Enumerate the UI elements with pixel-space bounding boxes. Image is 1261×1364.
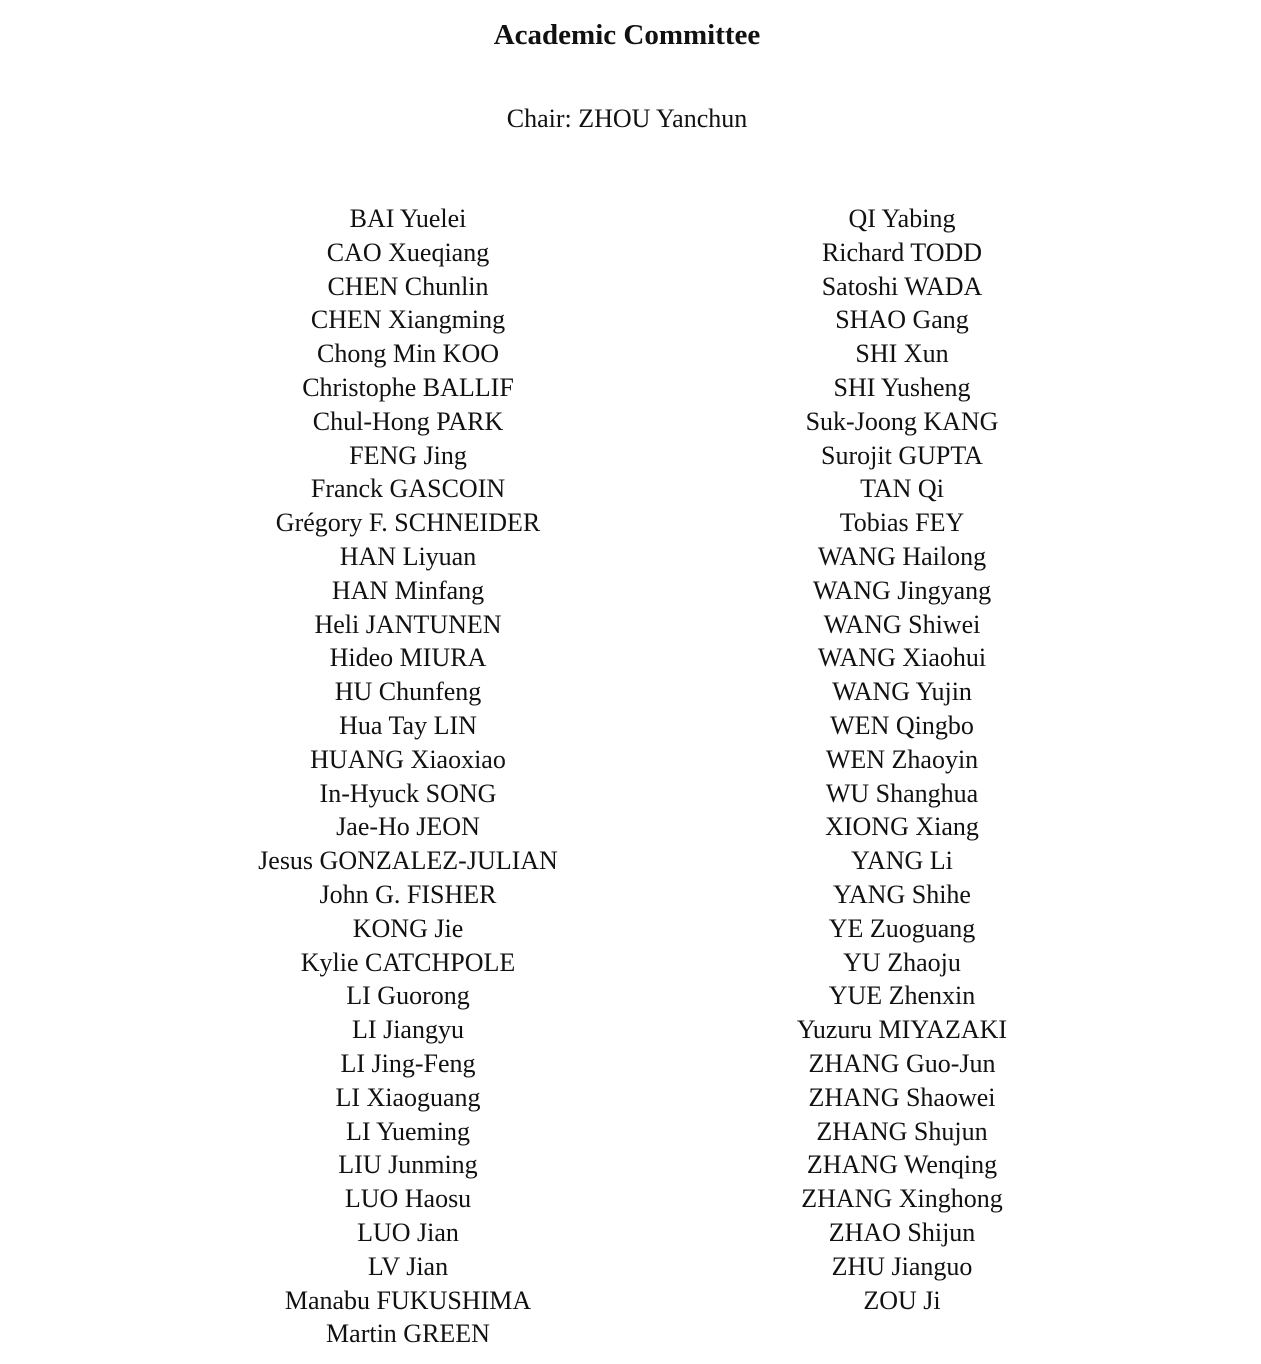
member-name: WANG Jingyang [812, 575, 992, 605]
member-name: LUO Jian [357, 1217, 459, 1247]
member-name: WANG Yujin [832, 677, 972, 707]
member-name: YUE Zhenxin [828, 981, 976, 1011]
member-name: LI Jing-Feng [340, 1048, 476, 1078]
member-name: Hua Tay LIN [339, 710, 477, 740]
member-name: LI Guorong [346, 981, 470, 1011]
member-name: XIONG Xiang [825, 812, 979, 842]
member-name: LUO Haosu [344, 1184, 472, 1214]
member-name: YU Zhaoju [843, 947, 961, 977]
member-name: Grégory F. SCHNEIDER [275, 508, 541, 538]
member-name: LV Jian [367, 1251, 449, 1281]
member-name: Suk-Joong KANG [805, 406, 999, 436]
member-name: YE Zuoguang [828, 913, 976, 943]
member-name: Kylie CATCHPOLE [300, 947, 516, 977]
member-name: HAN Liyuan [339, 541, 477, 571]
member-name: LIU Junming [338, 1150, 478, 1180]
chair-line: Chair: ZHOU Yanchun [506, 104, 748, 133]
member-name: WANG Xiaohui [817, 643, 987, 673]
member-name: WEN Zhaoyin [825, 744, 979, 774]
member-list-left [208, 202, 608, 1351]
member-name: LI Jiangyu [352, 1015, 464, 1045]
member-name: Satoshi WADA [821, 271, 983, 301]
member-name: WANG Shiwei [823, 609, 981, 639]
member-name: Manabu FUKUSHIMA [284, 1285, 532, 1315]
member-name: WANG Hailong [817, 541, 987, 571]
member-name: Chong Min KOO [316, 339, 499, 369]
member-name: HAN Minfang [331, 575, 485, 605]
member-name: ZHANG Guo-Jun [808, 1048, 996, 1078]
member-name: WEN Qingbo [830, 710, 974, 740]
member-name: Christophe BALLIF [302, 372, 514, 402]
member-name: Jesus GONZALEZ-JULIAN [258, 846, 558, 876]
member-name: YANG Shihe [833, 879, 971, 909]
member-name: CHEN Xiangming [310, 305, 506, 335]
member-name: Chul-Hong PARK [312, 406, 504, 436]
member-name: ZHANG Shujun [816, 1116, 988, 1146]
member-name: KONG Jie [352, 913, 464, 943]
page-title: Academic Committee [493, 19, 761, 51]
member-name: ZHU Jianguo [831, 1251, 973, 1281]
member-name: ZHANG Xinghong [801, 1184, 1003, 1214]
member-name: SHAO Gang [835, 305, 969, 335]
member-name: ZHAO Shijun [828, 1217, 976, 1247]
member-name: HUANG Xiaoxiao [310, 744, 506, 774]
member-name: ZOU Ji [863, 1285, 941, 1315]
member-list-right [702, 202, 1102, 1317]
member-name: CHEN Chunlin [327, 271, 489, 301]
member-name: In-Hyuck SONG [319, 778, 497, 808]
member-name: ZHANG Shaowei [808, 1082, 996, 1112]
member-name: QI Yabing [848, 204, 956, 233]
member-name: SHI Yusheng [833, 372, 971, 402]
member-name: LI Xiaoguang [335, 1082, 481, 1112]
member-name: Franck GASCOIN [310, 474, 506, 504]
member-name: Martin GREEN [326, 1319, 490, 1349]
member-name: SHI Xun [855, 339, 949, 369]
member-name: Surojit GUPTA [821, 440, 983, 470]
member-name: BAI Yuelei [349, 204, 467, 233]
member-name: YANG Li [851, 846, 953, 876]
member-name: Heli JANTUNEN [314, 609, 502, 639]
member-name: CAO Xueqiang [326, 237, 490, 267]
member-name: TAN Qi [860, 474, 944, 504]
member-name: ZHANG Wenqing [806, 1150, 998, 1180]
member-name: John G. FISHER [319, 879, 497, 909]
member-name: WU Shanghua [825, 778, 979, 808]
member-name: LI Yueming [346, 1116, 470, 1146]
member-name: Richard TODD [821, 237, 983, 267]
member-name: Hideo MIURA [329, 643, 487, 673]
member-name: Tobias FEY [839, 508, 965, 538]
member-name: Jae-Ho JEON [336, 812, 480, 842]
member-name: Yuzuru MIYAZAKI [796, 1015, 1008, 1045]
member-name: FENG Jing [349, 440, 467, 470]
member-name: HU Chunfeng [334, 677, 482, 707]
